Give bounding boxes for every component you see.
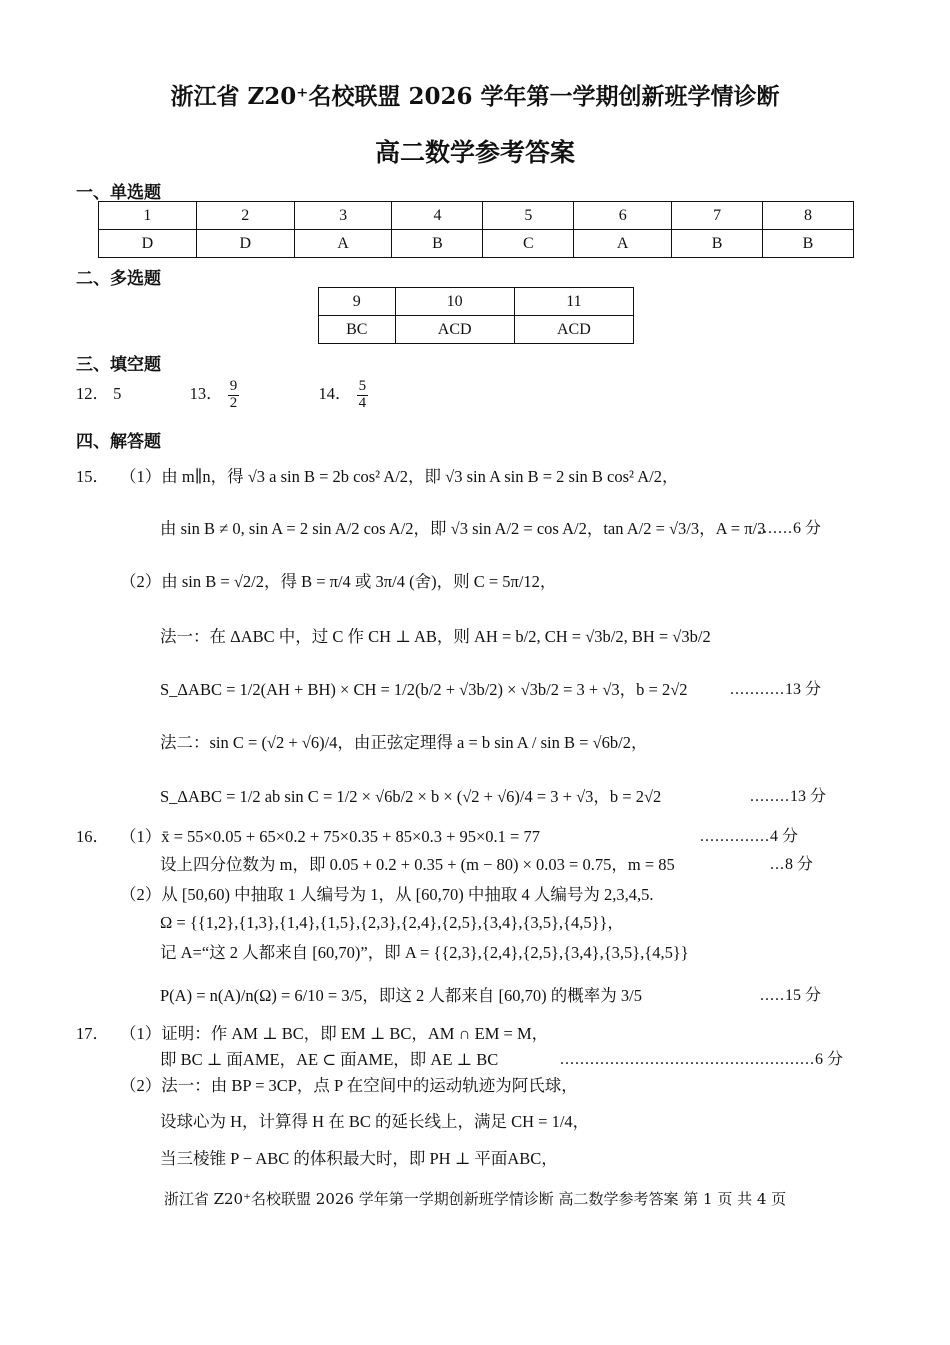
table-cell: 11 xyxy=(514,288,633,316)
table-row xyxy=(99,230,854,258)
table-cell: B xyxy=(392,230,483,258)
q17-part1-line2: 即 BC ⊥ 面AME，AE ⊂ 面AME，即 AE ⊥ BC xyxy=(160,1050,499,1069)
q15-part1-line1: （1）由 m∥n，得 √3 a sin B = 2b cos² A/2，即 √3 sin A sin B = 2 sin B cos² A/2， xyxy=(120,467,679,486)
table-cell: D xyxy=(99,230,197,258)
q17-part2-line2: 设球心为 H，计算得 H 在 BC 的延长线上，满足 CH = 1/4， xyxy=(160,1112,590,1131)
table-cell: A xyxy=(574,230,672,258)
q17-part2-line1: （2）法一：由 BP = 3CP，点 P 在空间中的运动轨迹为阿氏球， xyxy=(120,1076,578,1095)
table-row xyxy=(99,202,854,230)
table-cell: 5 xyxy=(483,202,574,230)
table-cell: ACD xyxy=(395,316,514,344)
q13-label: 13． xyxy=(189,384,223,404)
q14-answer: $\frac{5}{4}$ xyxy=(358,378,367,411)
q16-part2-score: .....15 分 xyxy=(760,987,822,1004)
q16-part1-line1: （1）x̄ = 55×0.05 + 65×0.2 + 75×0.35 + 85×0.3 + 95×0.1 = 77 xyxy=(120,827,540,846)
table-cell: 3 xyxy=(294,202,392,230)
q12-label: 12． xyxy=(76,384,109,404)
table-cell: C xyxy=(483,230,574,258)
table-cell: 1 xyxy=(99,202,197,230)
multi-choice-table xyxy=(318,287,634,344)
table-cell: 10 xyxy=(395,288,514,316)
q15-method1-line1: 法一：在 ΔABC 中，过 C 作 CH ⊥ AB，则 AH = b/2, CH = √3b/2, BH = √3b/2 xyxy=(160,627,711,646)
q15-method2-score: ........13 分 xyxy=(750,788,827,805)
q16-part1-line2: 设上四分位数为 m，即 0.05 + 0.2 + 0.35 + (m − 80) × 0.03 = 0.75，m = 85 xyxy=(160,855,675,874)
q15-part2-line1: （2）由 sin B = √2/2，得 B = π/4 或 3π/4 (舍)，则 C = 5π/12， xyxy=(120,572,557,591)
table-cell: 2 xyxy=(196,202,294,230)
q17-part1-line1: （1）证明：作 AM ⊥ BC，即 EM ⊥ BC，AM ∩ EM = M， xyxy=(120,1024,549,1043)
table-cell: 6 xyxy=(574,202,672,230)
table-cell: 7 xyxy=(672,202,763,230)
fill-answers xyxy=(76,379,369,412)
section-heading-multi-choice: 二、多选题 xyxy=(76,269,161,289)
q15-method2-line2: S_ΔABC = 1/2 ab sin C = 1/2 × √6b/2 × b × (√2 + √6)/4 = 3 + √3，b = 2√2 xyxy=(160,787,662,806)
q13-answer: $\frac{9}{2}$ xyxy=(229,378,238,411)
q17-number: 17． xyxy=(76,1024,109,1043)
q16-part2-line1: （2）从 [50,60) 中抽取 1 人编号为 1，从 [60,70) 中抽取 4 人编号为 2,3,4,5. xyxy=(120,885,654,904)
table-row xyxy=(319,316,634,344)
table-cell: D xyxy=(196,230,294,258)
q15-method1-score: ...........13 分 xyxy=(730,681,822,698)
document-title: 浙江省 Z20⁺名校联盟 2026 学年第一学期创新班学情诊断 xyxy=(170,83,780,110)
table-cell: 9 xyxy=(319,288,396,316)
q15-number: 15． xyxy=(76,467,109,486)
q15-method1-line2: S_ΔABC = 1/2(AH + BH) × CH = 1/2(b/2 + √3b/2) × √3b/2 = 3 + √3，b = 2√2 xyxy=(160,680,688,699)
single-choice-table xyxy=(98,201,854,258)
q15-part1-score: .......6 分 xyxy=(758,520,822,537)
section-heading-solutions: 四、解答题 xyxy=(76,432,161,452)
table-cell: ACD xyxy=(514,316,633,344)
q15-part1-line2: 由 sin B ≠ 0, sin A = 2 sin A/2 cos A/2，即 √3 sin A/2 = cos A/2，tan A/2 = √3/3，A = π/3 xyxy=(160,519,766,538)
table-cell: B xyxy=(672,230,763,258)
q16-part2-line4: P(A) = n(A)/n(Ω) = 6/10 = 3/5，即这 2 人都来自 [60,70) 的概率为 3/5 xyxy=(160,986,642,1005)
q17-part2-line3: 当三棱锥 P − ABC 的体积最大时，即 PH ⊥ 平面ABC， xyxy=(160,1149,558,1168)
page-footer: 浙江省 Z20⁺名校联盟 2026 学年第一学期创新班学情诊断 高二数学参考答案 第 1 页 共 4 页 xyxy=(163,1190,787,1208)
table-cell: A xyxy=(294,230,392,258)
q16-number: 16． xyxy=(76,827,109,846)
document-subtitle: 高二数学参考答案 xyxy=(374,138,575,167)
q16-part2-line3: 记 A=“这 2 人都来自 [60,70)”，即 A = {{2,3},{2,4},{2,5},{3,4},{3,5},{4,5}} xyxy=(160,943,689,962)
table-cell: BC xyxy=(319,316,396,344)
q16-part1-score1: ..............4 分 xyxy=(700,828,799,845)
q16-part2-line2: Ω = {{1,2},{1,3},{1,4},{1,5},{2,3},{2,4},{2,5},{3,4},{3,5},{4,5}}， xyxy=(160,913,624,932)
q15-method2-line1: 法二：sin C = (√2 + √6)/4，由正弦定理得 a = b sin A / sin B = √6b/2， xyxy=(160,733,648,752)
q17-part1-score: ...................................................6 分 xyxy=(560,1051,844,1068)
q16-part1-score2: ...8 分 xyxy=(770,856,814,873)
q14-label: 14． xyxy=(318,384,352,404)
q12-answer: 5 xyxy=(113,384,122,404)
section-heading-single-choice: 一、单选题 xyxy=(76,183,161,203)
table-row xyxy=(319,288,634,316)
table-cell: 8 xyxy=(763,202,854,230)
table-cell: 4 xyxy=(392,202,483,230)
table-cell: B xyxy=(763,230,854,258)
section-heading-fill-blank: 三、填空题 xyxy=(76,355,161,375)
